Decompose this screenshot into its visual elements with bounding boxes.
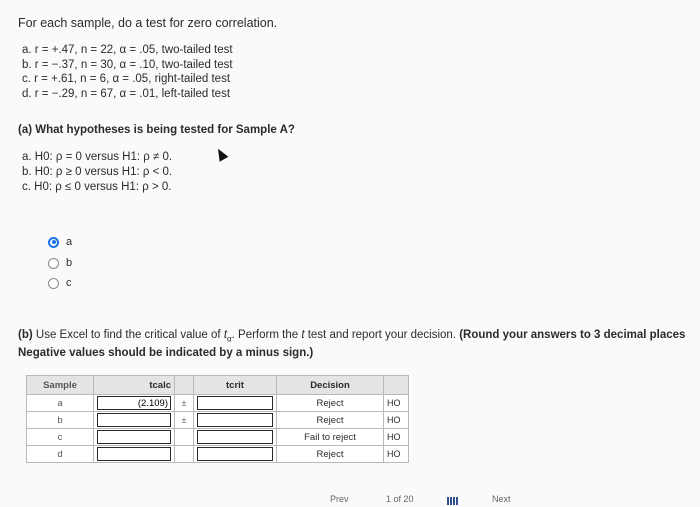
mouse-cursor-icon xyxy=(214,146,229,161)
tcalc-input[interactable] xyxy=(97,430,171,444)
part-b-question: Use Excel to find the critical value of $t_\alpha$. Perform the t test and report your decision. xyxy=(35,329,457,344)
radio-option-a[interactable] xyxy=(48,236,72,248)
radio-label-b: b xyxy=(66,257,73,269)
tcrit-cell[interactable] xyxy=(194,446,277,463)
plus-minus-sign xyxy=(175,429,194,446)
ho-label: HO xyxy=(384,429,409,446)
prev-button[interactable]: Prev xyxy=(330,494,349,504)
hypothesis-option-b: b. H0: ρ ≥ 0 versus H1: ρ < 0. xyxy=(22,166,173,178)
radio-option-c[interactable] xyxy=(48,277,72,289)
grid-icon[interactable] xyxy=(447,497,459,505)
next-button[interactable]: Next xyxy=(492,494,511,504)
part-a-question: (a) What hypotheses is being tested for Sample A? xyxy=(18,124,295,136)
sample-a-text: a. r = +.47, n = 22, α = .05, two-tailed test xyxy=(22,44,233,56)
plus-minus-sign xyxy=(175,446,194,463)
table-row xyxy=(27,395,409,412)
instructions-text: For each sample, do a test for zero correlation. xyxy=(18,16,278,30)
tcrit-cell[interactable] xyxy=(194,412,277,429)
ho-label: HO xyxy=(384,412,409,429)
header-tcrit: tcrit xyxy=(194,376,277,395)
header-sample: Sample xyxy=(27,376,94,395)
tcrit-input[interactable] xyxy=(197,413,273,427)
header-ho xyxy=(384,376,409,395)
tcalc-cell[interactable] xyxy=(94,412,175,429)
sample-cell: b xyxy=(27,412,94,429)
sample-cell: c xyxy=(27,429,94,446)
table-row xyxy=(27,412,409,429)
sample-c-text: c. r = +.61, n = 6, α = .05, right-tailed test xyxy=(22,73,231,85)
radio-unchecked-icon[interactable] xyxy=(48,278,59,289)
decision-dropdown[interactable]: Reject xyxy=(277,395,384,412)
page-indicator: 1 of 20 xyxy=(386,494,414,504)
radio-checked-icon[interactable] xyxy=(48,237,59,248)
tcalc-cell[interactable] xyxy=(94,429,175,446)
tcalc-cell[interactable] xyxy=(94,395,175,412)
sample-cell: d xyxy=(27,446,94,463)
tcalc-input[interactable] xyxy=(97,447,171,461)
tcalc-cell[interactable] xyxy=(94,446,175,463)
plus-minus-sign: ± xyxy=(175,395,194,412)
negative-values-note: Negative values should be indicated by a minus sign.) xyxy=(18,347,314,360)
table-row xyxy=(27,446,409,463)
ho-label: HO xyxy=(384,395,409,412)
tcrit-cell[interactable] xyxy=(194,429,277,446)
radio-unchecked-icon[interactable] xyxy=(48,258,59,269)
decision-dropdown[interactable]: Reject xyxy=(277,412,384,429)
tcrit-input[interactable] xyxy=(197,430,273,444)
tcrit-cell[interactable] xyxy=(194,395,277,412)
table-row xyxy=(27,429,409,446)
ho-label: HO xyxy=(384,446,409,463)
decision-dropdown[interactable]: Fail to reject xyxy=(277,429,384,446)
radio-option-b[interactable] xyxy=(48,257,72,269)
sample-cell: a xyxy=(27,395,94,412)
tcrit-input[interactable] xyxy=(197,447,273,461)
header-decision: Decision xyxy=(277,376,384,395)
tcrit-input[interactable] xyxy=(197,396,273,410)
hypothesis-option-c: c. H0: ρ ≤ 0 versus H1: ρ > 0. xyxy=(22,181,172,193)
table-header-row xyxy=(27,376,409,395)
results-table xyxy=(26,375,409,463)
hypothesis-option-a: a. H0: ρ = 0 versus H1: ρ ≠ 0. xyxy=(22,151,173,163)
tcalc-input[interactable] xyxy=(97,413,171,427)
sample-d-text: d. r = −.29, n = 67, α = .01, left-tailed test xyxy=(22,88,231,100)
radio-label-c: c xyxy=(66,277,72,289)
sample-b-text: b. r = −.37, n = 30, α = .10, two-tailed test xyxy=(22,59,233,71)
plus-minus-sign: ± xyxy=(175,412,194,429)
decision-dropdown[interactable]: Reject xyxy=(277,446,384,463)
part-b-instructions xyxy=(18,328,685,361)
rounding-note: (Round your answers to 3 decimal places xyxy=(459,329,686,341)
part-b-text: (b) xyxy=(18,329,33,341)
radio-label-a: a xyxy=(66,236,73,248)
header-tcalc: tcalc xyxy=(94,376,175,395)
tcalc-input[interactable] xyxy=(97,396,171,410)
header-pm xyxy=(175,376,194,395)
